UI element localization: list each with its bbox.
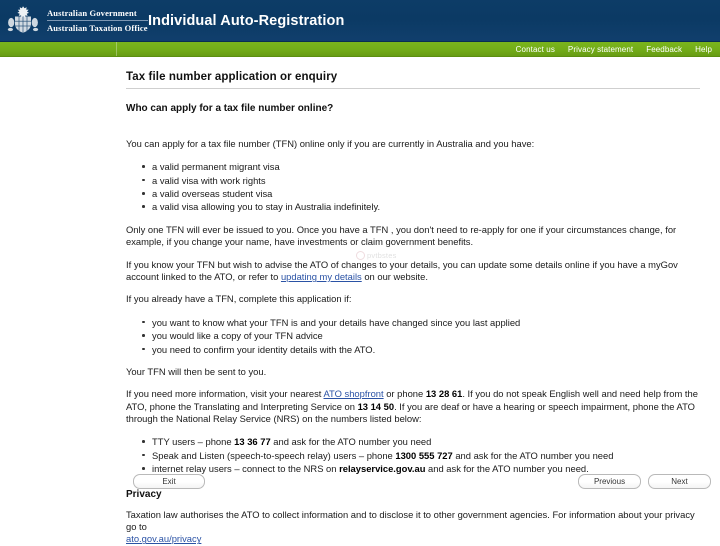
update-details-text-after: on our website. <box>361 271 428 282</box>
page-body <box>0 57 720 545</box>
eligibility-list <box>126 160 700 213</box>
relay-text-after: and ask for the ATO number you need. <box>425 463 589 475</box>
more-info-text-4: . If you are deaf or have a hearing or speech impairment, phone the ATO through the National Relay Service (NRS) on the numbers listed below: <box>126 400 695 425</box>
next-button[interactable]: Next <box>648 474 711 489</box>
list-item: a valid visa allowing you to stay in Australia indefinitely. <box>152 200 700 213</box>
nav-link-privacy-statement[interactable]: Privacy statement <box>567 44 634 54</box>
more-information-paragraph <box>126 388 700 425</box>
already-have-tfn-list <box>126 316 700 356</box>
more-info-text-3: . If you do not speak English well and need help from the ATO, phone the Translating and Interpreting Service on <box>126 388 698 412</box>
section-heading: Who can apply for a tax file number online? <box>126 103 334 114</box>
privacy-policy-link[interactable]: ato.gov.au/privacy <box>126 533 202 545</box>
already-have-tfn-paragraph: If you already have a TFN, complete this application if: <box>126 293 352 305</box>
more-info-text-1: If you need more information, visit your nearest <box>126 388 324 400</box>
australian-government-text: Australian Government <box>47 8 148 21</box>
nav-divider <box>116 42 117 56</box>
list-item: a valid overseas student visa <box>152 187 700 200</box>
speak-and-listen-phone-number: 1300 555 727 <box>395 449 453 461</box>
utility-nav-bar <box>0 42 720 57</box>
nav-link-contact-us[interactable]: Contact us <box>515 44 555 54</box>
page-title: Tax file number application or enquiry <box>126 71 338 83</box>
footer-button-bar <box>0 472 720 500</box>
nav-link-feedback[interactable]: Feedback <box>646 44 683 54</box>
updating-my-details-link[interactable]: updating my details <box>280 271 362 282</box>
government-wordmark <box>47 8 148 34</box>
relay-service-website: relayservice.gov.au <box>339 463 426 475</box>
list-item: a valid visa with work rights <box>152 174 700 187</box>
tfn-sent-paragraph: Your TFN will then be sent to you. <box>126 365 267 377</box>
nav-link-help[interactable]: Help <box>695 44 712 54</box>
app-title: Individual Auto-Registration <box>148 13 345 29</box>
list-item: you need to confirm your identity details with the ATO. <box>152 343 700 356</box>
update-details-text-before: If you know your TFN but wish to advise the ATO of changes to your details, you can update some details online if you have a myGov account linked to the ATO, or refer to <box>126 258 678 282</box>
ato-shopfront-link[interactable]: ATO shopfront <box>323 388 384 400</box>
list-item: a valid permanent migrant visa <box>152 160 700 173</box>
commonwealth-coat-of-arms-icon <box>6 4 40 38</box>
relay-text-before: Speak and Listen (speech-to-speech relay) users – phone <box>152 449 396 461</box>
tty-phone-number: 13 36 77 <box>234 436 271 448</box>
privacy-heading: Privacy <box>126 488 162 500</box>
ato-phone-number: 13 28 61 <box>425 388 463 400</box>
relay-text-after: and ask for the ATO number you need <box>452 449 614 461</box>
one-tfn-paragraph: Only one TFN will ever be issued to you. Once you have a TFN , you don't need to re-apply for one if your circumstances change, for example, if you change your name, have investments or claim government benefits. <box>126 223 677 248</box>
list-item: you want to know what your TFN is and your details have changed since you last applied <box>152 316 700 329</box>
relay-text-before: TTY users – phone <box>152 436 235 448</box>
tis-phone-number: 13 14 50 <box>357 400 395 412</box>
exit-button[interactable]: Exit <box>133 474 205 489</box>
government-branding <box>0 4 148 38</box>
australian-taxation-office-text: Australian Taxation Office <box>47 22 148 33</box>
list-item <box>152 435 700 448</box>
previous-button[interactable]: Previous <box>578 474 641 489</box>
list-item: you would like a copy of your TFN advice <box>152 329 700 342</box>
title-divider <box>126 88 700 89</box>
privacy-paragraph <box>126 509 700 546</box>
site-header <box>0 0 720 42</box>
intro-paragraph: You can apply for a tax file number (TFN) online only if you are currently in Australia and you have: <box>126 138 535 149</box>
watermark-label: pvtbstes <box>367 251 397 260</box>
list-item <box>152 449 700 462</box>
more-info-text-2: or phone <box>383 388 426 400</box>
content-column <box>113 57 710 545</box>
relay-services-list <box>126 435 700 475</box>
update-details-paragraph <box>126 259 700 284</box>
relay-text-before: internet relay users – connect to the NRS on <box>152 463 340 475</box>
privacy-text: Taxation law authorises the ATO to collect information and to disclose it to other government agencies. For information about your privacy go to <box>126 508 695 532</box>
relay-text-after: and ask for the ATO number you need <box>270 436 432 448</box>
